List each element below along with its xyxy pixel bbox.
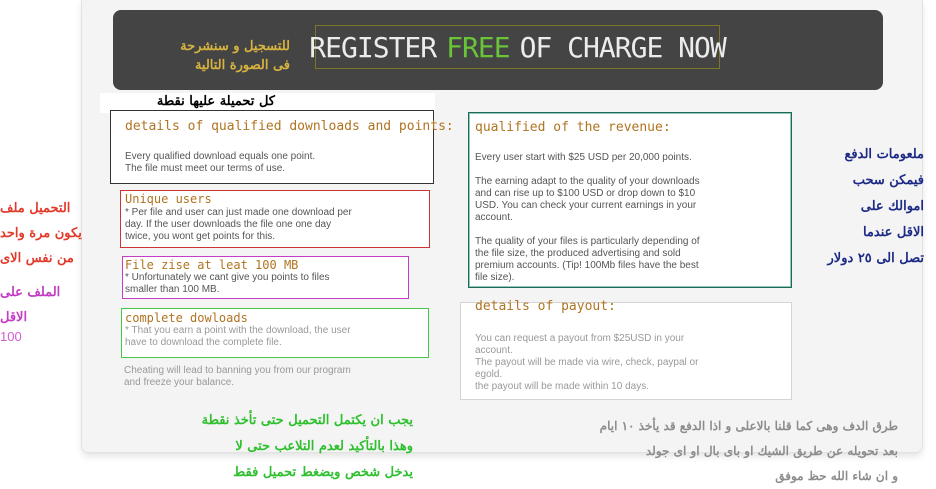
downloads-title: details of qualified downloads and points: [125,119,454,134]
note-once-per-ip: التحميل ملف يكون مرة واحد من نفس الاى [0,201,82,266]
file-size-text: * Unfortunately we cant give you points to files smaller than 100 MB. [125,272,330,295]
note-each-download-point: كل تحميلة عليها نقطة [156,94,275,109]
register-label-post: OF CHARGE NOW [519,30,726,64]
complete-downloads-box [121,308,429,358]
revenue-box [468,112,792,288]
revenue-p1: Every user start with $25 USD per 20,000 points. [475,152,692,163]
file-size-title: File zise at leat 100 MB [125,258,299,272]
downloads-text: Every qualified download equals one point. The file must meet our terms of use. [125,151,316,174]
note-complete-download: يجب ان يكتمل التحميل حتى تأخذ نقطة وهذا بالتأكيد لعدم التلاعب حتى لا يدخل شخص ويضغط تحميل فقط [201,413,413,480]
unique-users-text: * Per file and user can just made one download per day. If the user downloads the file one one day twice, you wont get points for this. [125,207,352,242]
payout-p3: the payout will be made within 10 days. [475,381,649,392]
payout-p2: The payout will be made via wire, check, paypal or egold. [475,357,699,380]
revenue-title: qualified of the revenue: [475,120,671,135]
note-min-file-size-number: 100 [0,329,22,344]
complete-downloads-title: complete dowloads [125,311,248,325]
complete-downloads-text: * That you earn a point with the download, the user have to download the complete file. [125,325,351,348]
revenue-p3: The quality of your files is particularly depending of the file size, the produced advertising and sold premium accounts. (Tip! 100Mb files have the best file size). [475,236,700,283]
cheating-warning: Cheating will lead to banning you from our program and freeze your balance. [124,365,351,388]
unique-users-box [120,190,430,248]
note-payment-info: ملعومات الدفع فيمكن سحب اموالك على الاقل عندما تصل الى ٢٥ دولار [827,147,924,266]
payout-title: details of payout: [475,299,616,314]
register-label-free: FREE [446,30,510,64]
register-label-pre: REGISTER [309,30,437,64]
file-size-box [122,256,409,299]
downloads-details-box [110,110,454,184]
payout-box [460,299,792,400]
note-payout-methods: طرق الدف وهى كما قلنا بالاعلى و اذا الدفع قد يأخذ ١٠ ايام بعد تحويله عن طريق الشيك او باى بال او اى جولد و ان شاء الله حظ موفق [599,419,898,483]
banner-arabic-note: للتسجيل و سنشرحة فى الصورة التالية [180,39,290,73]
payout-p1: You can request a payout from $25USD in your account. [475,333,685,356]
register-free-button[interactable] [309,25,726,69]
note-min-file-size: الملف على الاقل [0,285,61,325]
revenue-p2: The earning adapt to the quality of your downloads and can rise up to $100 USD or drop down to $10 USD. You can check your current earnings in your account. [475,176,700,223]
unique-users-title: Unique users [125,192,212,206]
